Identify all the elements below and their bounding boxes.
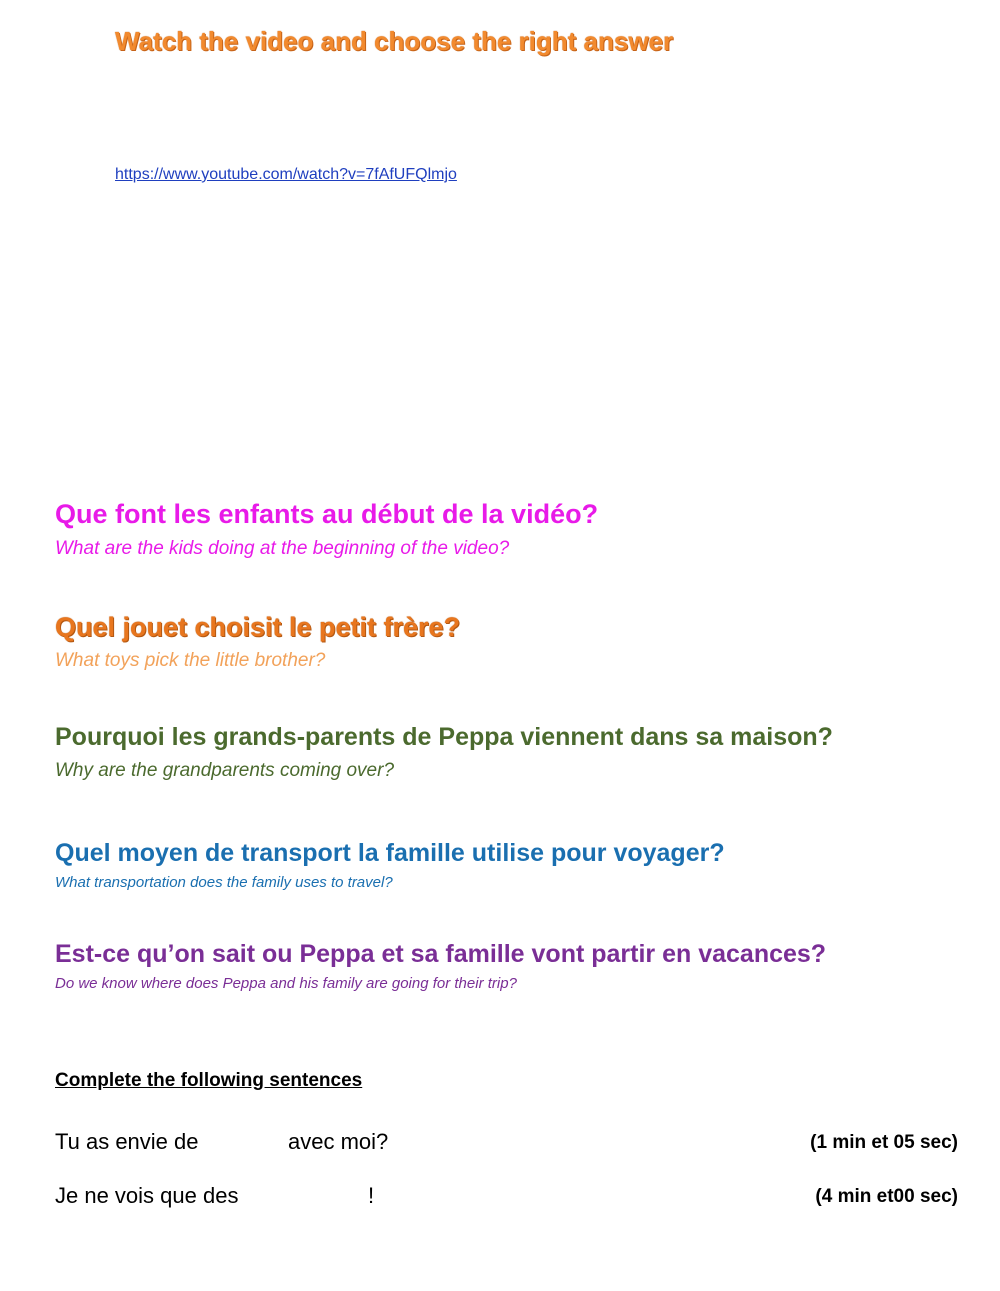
question-5-translation: Do we know where does Peppa and his family are going for their trip? bbox=[55, 975, 517, 992]
sentence-1-end: avec moi? bbox=[288, 1129, 389, 1154]
question-3-translation: Why are the grandparents coming over? bbox=[55, 760, 395, 781]
question-5: Est-ce qu’on sait ou Peppa et sa famille vont partir en vacances? bbox=[55, 940, 827, 968]
sentence-2-timestamp: (4 min et00 sec) bbox=[815, 1186, 958, 1207]
question-4: Quel moyen de transport la famille utilise pour voyager? bbox=[55, 839, 725, 867]
question-1-translation: What are the kids doing at the beginning of the video? bbox=[55, 538, 510, 559]
question-1: Que font les enfants au début de la vidéo? bbox=[55, 499, 599, 529]
section-heading: Complete the following sentences bbox=[55, 1070, 363, 1091]
question-2: Quel jouet choisit le petit frère? bbox=[55, 612, 461, 642]
question-3: Pourquoi les grands-parents de Peppa viennent dans sa maison? bbox=[55, 723, 833, 751]
question-2-translation: What toys pick the little brother? bbox=[55, 650, 326, 671]
worksheet-title: Watch the video and choose the right answer bbox=[115, 26, 674, 56]
question-4-translation: What transportation does the family uses to travel? bbox=[55, 874, 393, 891]
sentence-1-timestamp: (1 min et 05 sec) bbox=[810, 1132, 958, 1153]
sentence-2-start: Je ne vois que des bbox=[55, 1183, 239, 1208]
video-link[interactable]: https://www.youtube.com/watch?v=7fAfUFQlmjo bbox=[115, 166, 457, 183]
sentence-1-start: Tu as envie de bbox=[55, 1129, 199, 1154]
sentence-2-end: ! bbox=[368, 1183, 375, 1208]
